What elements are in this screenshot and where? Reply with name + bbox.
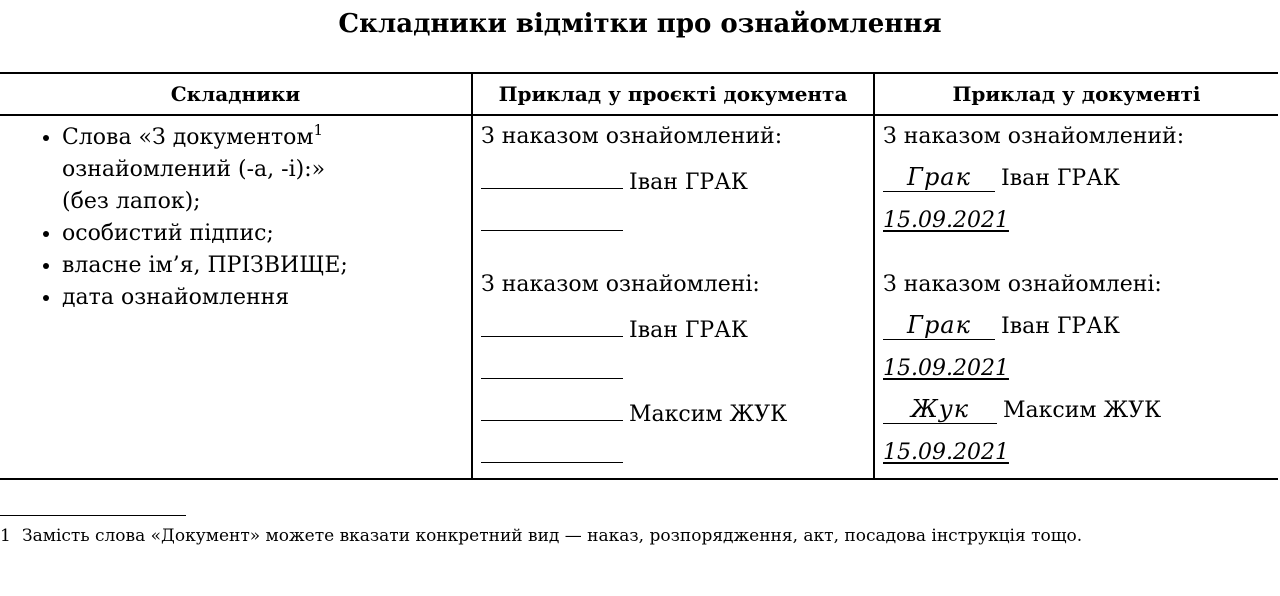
date-blank-line	[481, 352, 623, 379]
draft-plural-heading: З наказом ознайомлені:	[481, 272, 760, 297]
table-header-row	[0, 73, 1278, 115]
handwritten-signature: Грак	[883, 163, 995, 192]
signer-name: Іван ГРАК	[1001, 166, 1120, 191]
signer-name: Максим ЖУК	[1003, 398, 1162, 423]
header-components: Складники	[0, 73, 472, 115]
acknowledgement-date: 15.09.2021	[883, 208, 1009, 233]
components-list	[0, 122, 471, 314]
draft-signature-row	[481, 394, 873, 436]
item-text: ознайомлений (-а, -і):»	[62, 157, 326, 182]
item-text: Слова «З документом	[62, 125, 314, 150]
list-item: • особистий підпис;	[62, 218, 471, 250]
header-document-example: Приклад у документі	[874, 73, 1278, 115]
signature-blank-line	[481, 310, 623, 337]
draft-date-row	[481, 352, 873, 394]
handwritten-signature: Жук	[883, 395, 997, 424]
footnote-text: Замість слова «Документ» можете вказати конкретний вид — наказ, розпорядження, акт, посадова інструкція тощо.	[22, 526, 1083, 546]
acknowledgement-date: 15.09.2021	[883, 440, 1009, 465]
handwritten-signature: Грак	[883, 311, 995, 340]
signer-name: Максим ЖУК	[629, 402, 788, 427]
list-item: • власне ім’я, ПРІЗВИЩЕ;	[62, 250, 471, 282]
footnote-divider	[0, 515, 186, 516]
page-title: Складники відмітки про ознайомлення	[338, 9, 942, 39]
document-date-row	[883, 436, 1278, 478]
signer-name: Іван ГРАК	[1001, 314, 1120, 339]
document-plural-heading: З наказом ознайомлені:	[883, 272, 1162, 297]
acknowledgement-date: 15.09.2021	[883, 356, 1009, 381]
signature-blank-line	[481, 394, 623, 421]
document-date-row	[883, 204, 1278, 246]
draft-signature-row	[481, 310, 873, 352]
date-blank-line	[481, 204, 623, 231]
document-signature-row	[883, 162, 1278, 204]
components-cell	[0, 115, 472, 479]
components-table	[0, 72, 1278, 480]
draft-date-row	[481, 436, 873, 478]
document-signature-row	[883, 310, 1278, 352]
document-signature-row	[883, 394, 1278, 436]
list-item: • дата ознайомлення	[62, 282, 471, 314]
footnote-ref: 1	[313, 121, 324, 139]
footnote	[0, 524, 1082, 548]
document-example-cell	[874, 115, 1278, 479]
signature-blank-line	[481, 162, 623, 189]
header-draft-example: Приклад у проєкті документа	[472, 73, 874, 115]
footnote-number: 1	[0, 526, 11, 546]
signer-name: Іван ГРАК	[629, 170, 748, 195]
date-blank-line	[481, 436, 623, 463]
document-date-row	[883, 352, 1278, 394]
document-single-heading: З наказом ознайомлений:	[883, 124, 1185, 149]
draft-date-row	[481, 204, 873, 246]
item-text: (без лапок);	[62, 189, 201, 214]
draft-single-heading: З наказом ознайомлений:	[481, 124, 783, 149]
draft-example-cell	[472, 115, 874, 479]
signer-name: Іван ГРАК	[629, 318, 748, 343]
draft-signature-row	[481, 162, 873, 204]
list-item	[62, 122, 471, 218]
table-row	[0, 115, 1278, 479]
